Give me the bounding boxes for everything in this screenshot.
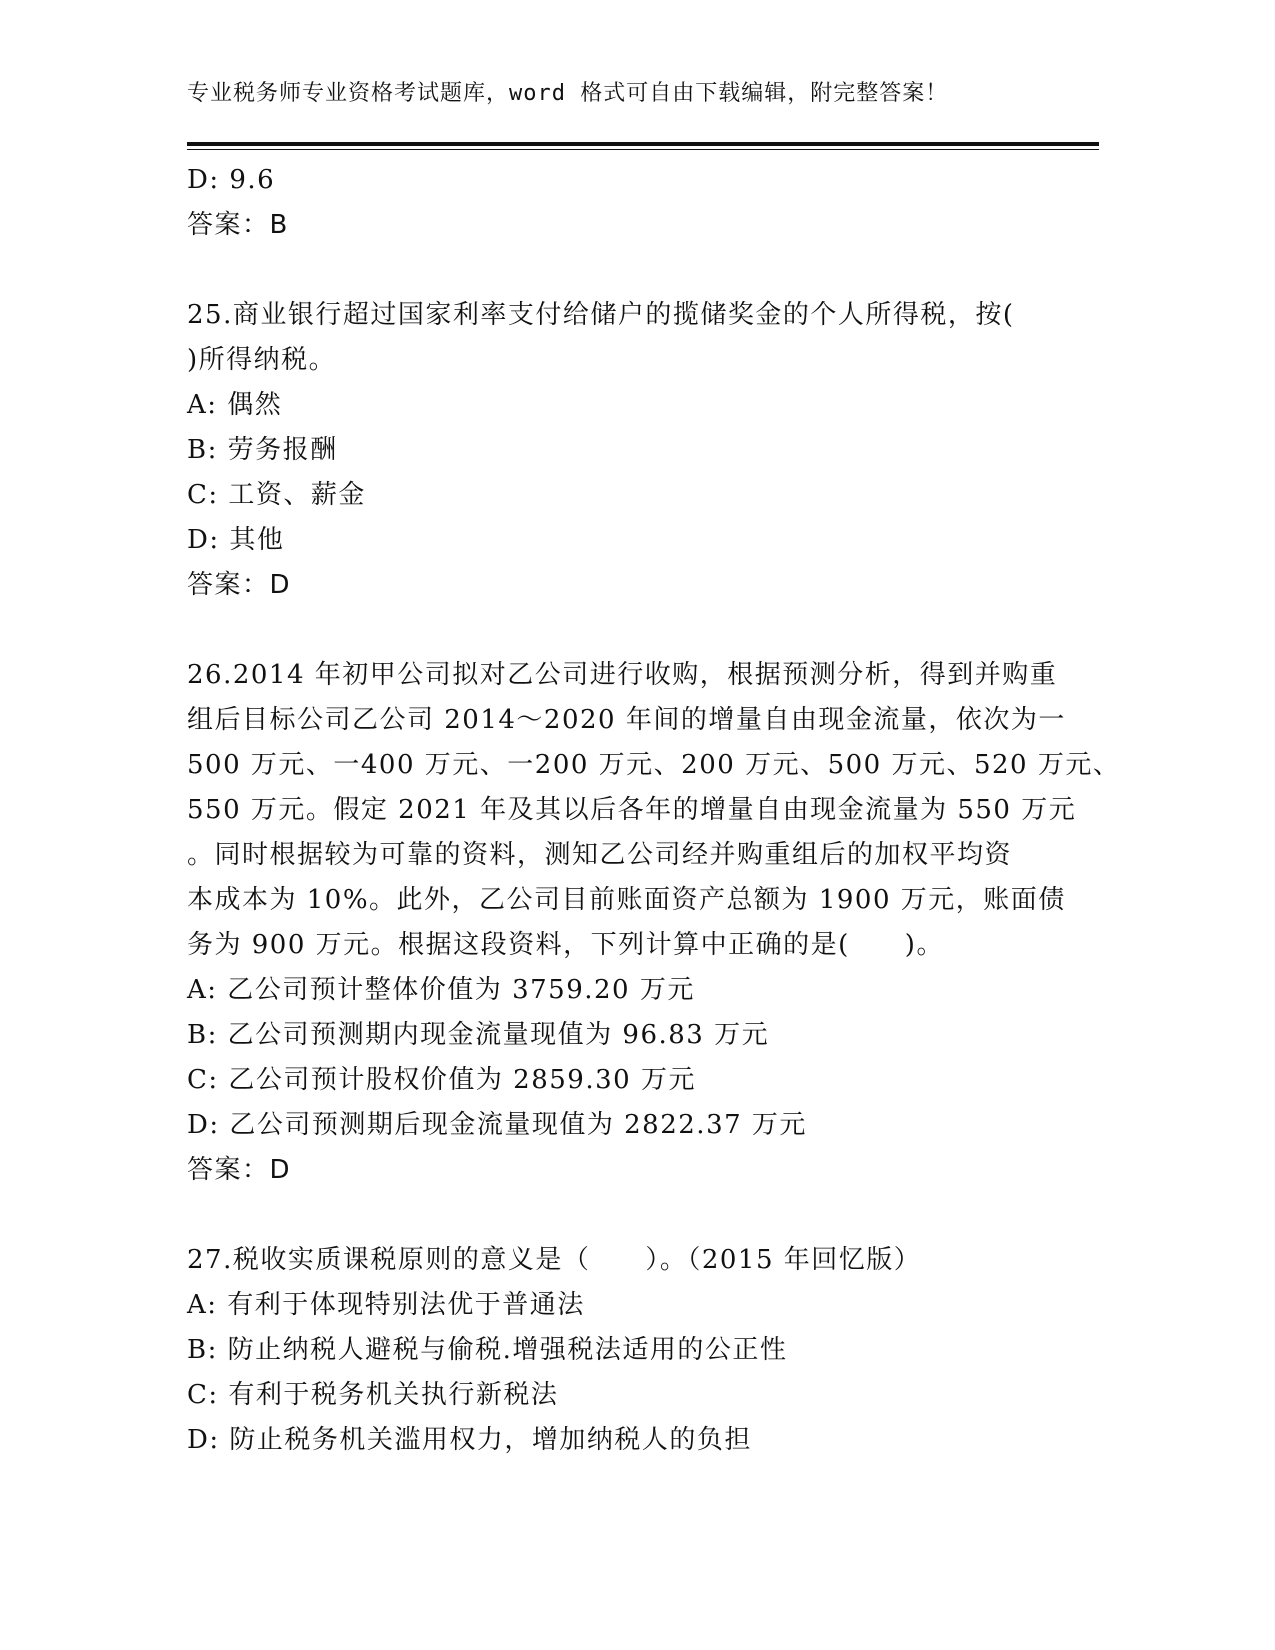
q26-stem-line-7: 务为 900 万元。根据这段资料，下列计算中正确的是( )。 — [187, 930, 944, 960]
q25-option-d: D: 其他 — [187, 525, 285, 555]
header-rule-thick — [187, 142, 1099, 146]
q25-option-b: B: 劳务报酬 — [187, 435, 338, 465]
q26-option-d: D: 乙公司预测期后现金流量现值为 2822.37 万元 — [187, 1110, 807, 1140]
q26-option-b: B: 乙公司预测期内现金流量现值为 96.83 万元 — [187, 1020, 770, 1050]
document-body — [187, 158, 1121, 1463]
spacer — [187, 1193, 1087, 1238]
q27-option-a: A: 有利于体现特别法优于普通法 — [187, 1290, 585, 1320]
q25-stem-line-1: 25.商业银行超过国家利率支付给储户的揽储奖金的个人所得税，按( — [187, 300, 1015, 330]
page-header: 专业税务师专业资格考试题库，word 格式可自由下载编辑，附完整答案！ — [187, 81, 949, 106]
q26-stem-line-4: 550 万元。假定 2021 年及其以后各年的增量自由现金流量为 550 万元 — [187, 795, 1077, 825]
q25-answer: 答案：D — [187, 570, 292, 600]
q27-option-c: C: 有利于税务机关执行新税法 — [187, 1380, 559, 1410]
header-rule-thin — [187, 149, 1099, 150]
spacer — [187, 248, 1087, 293]
q27-option-d: D: 防止税务机关滥用权力，增加纳税人的负担 — [187, 1425, 752, 1455]
q25-option-a: A: 偶然 — [187, 390, 283, 420]
q26-stem-line-2: 组后目标公司乙公司 2014～2020 年间的增量自由现金流量，依次为一 — [187, 705, 1066, 735]
q26-stem-line-1: 26.2014 年初甲公司拟对乙公司进行收购，根据预测分析，得到并购重 — [187, 660, 1058, 690]
q25-stem-line-2: )所得纳税。 — [187, 345, 337, 375]
prev-option-d: D: 9.6 — [187, 165, 276, 195]
q26-option-a: A: 乙公司预计整体价值为 3759.20 万元 — [187, 975, 695, 1005]
prev-answer: 答案：B — [187, 210, 289, 240]
q25-option-c: C: 工资、薪金 — [187, 480, 366, 510]
q26-stem-line-6: 本成本为 10%。此外，乙公司目前账面资产总额为 1900 万元，账面债 — [187, 885, 1066, 915]
q26-stem-line-5: 。同时根据较为可靠的资料，测知乙公司经并购重组后的加权平均资 — [187, 840, 1013, 870]
q26-option-c: C: 乙公司预计股权价值为 2859.30 万元 — [187, 1065, 696, 1095]
q26-answer: 答案：D — [187, 1155, 292, 1185]
q27-stem-line-1: 27.税收实质课税原则的意义是（ ）。（2015 年回忆版） — [187, 1245, 922, 1275]
q26-stem-line-3: 500 万元、一400 万元、一200 万元、200 万元、500 万元、520 万元、 — [187, 750, 1121, 780]
q27-option-b: B: 防止纳税人避税与偷税.增强税法适用的公正性 — [187, 1335, 788, 1365]
spacer — [187, 608, 1087, 653]
